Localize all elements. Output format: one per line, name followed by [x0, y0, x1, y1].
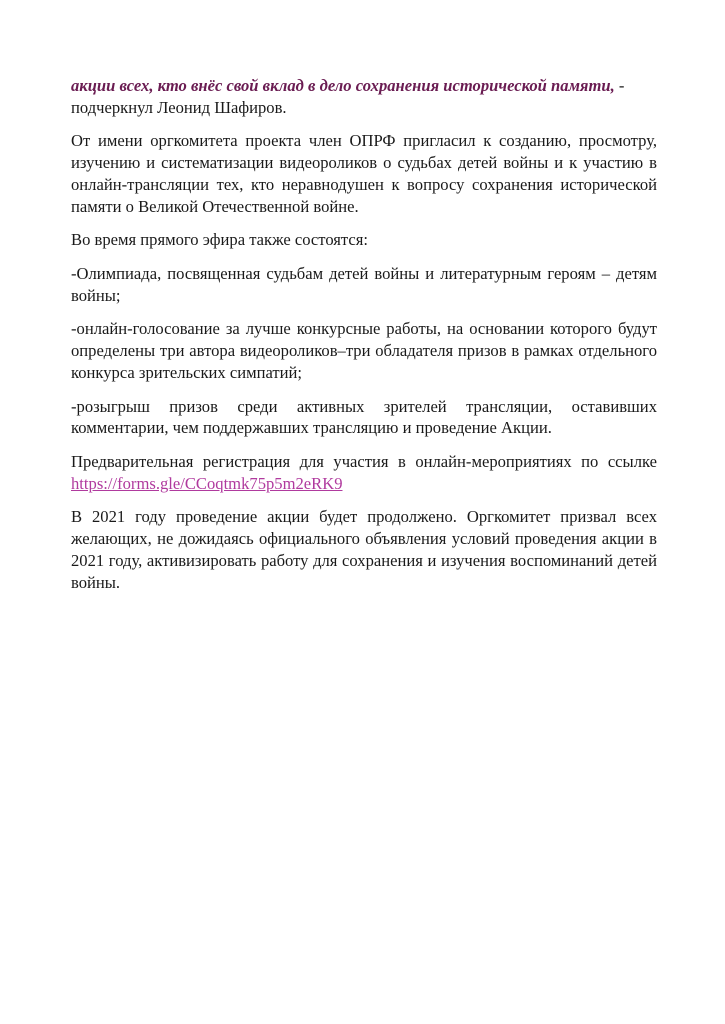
registration-text: Предварительная регистрация для участия в онлайн-мероприятиях по ссылке: [71, 451, 657, 471]
registration-link[interactable]: https://forms.gle/CCoqtmk75p5m2eRK9: [71, 473, 343, 493]
paragraph-live-intro: Во время прямого эфира также состоятся:: [71, 230, 368, 250]
quote-attribution: подчеркнул Леонид Шафиров.: [71, 97, 287, 117]
paragraph-quote-ending: [71, 75, 657, 119]
paragraph-2021: В 2021 году проведение акции будет продолжено. Оргкомитет призвал всех желающих, не дожидаясь официального объявления условий проведения акции в 2021 году, активизировать работу для сохранения и изучения воспоминаний детей войны.: [71, 507, 657, 592]
list-item-prize-draw: -розыгрыш призов среди активных зрителей трансляции, оставивших комментарии, чем поддержавших трансляцию и проведение Акции.: [71, 396, 657, 438]
paragraph-registration: [71, 451, 657, 495]
paragraph-invitation: От имени оргкомитета проекта член ОПРФ пригласил к созданию, просмотру, изучению и систематизации видеороликов о судьбах детей войны и к участию в онлайн-трансляции тех, кто неравнодушен к вопросу сохранения исторической памяти о Великой Отечественной войне.: [71, 131, 657, 216]
quote-emphasis: акции всех, кто внёс свой вклад в дело сохранения исторической памяти,: [71, 76, 615, 95]
list-item-olympiad: -Олимпиада, посвященная судьбам детей войны и литературным героям – детям войны;: [71, 263, 657, 305]
quote-dash: -: [614, 76, 625, 95]
list-item-voting: -онлайн-голосование за лучше конкурсные работы, на основании которого будут определены три автора видеороликов–три обладателя призов в рамках отдельного конкурса зрительских симпатий;: [71, 319, 657, 382]
